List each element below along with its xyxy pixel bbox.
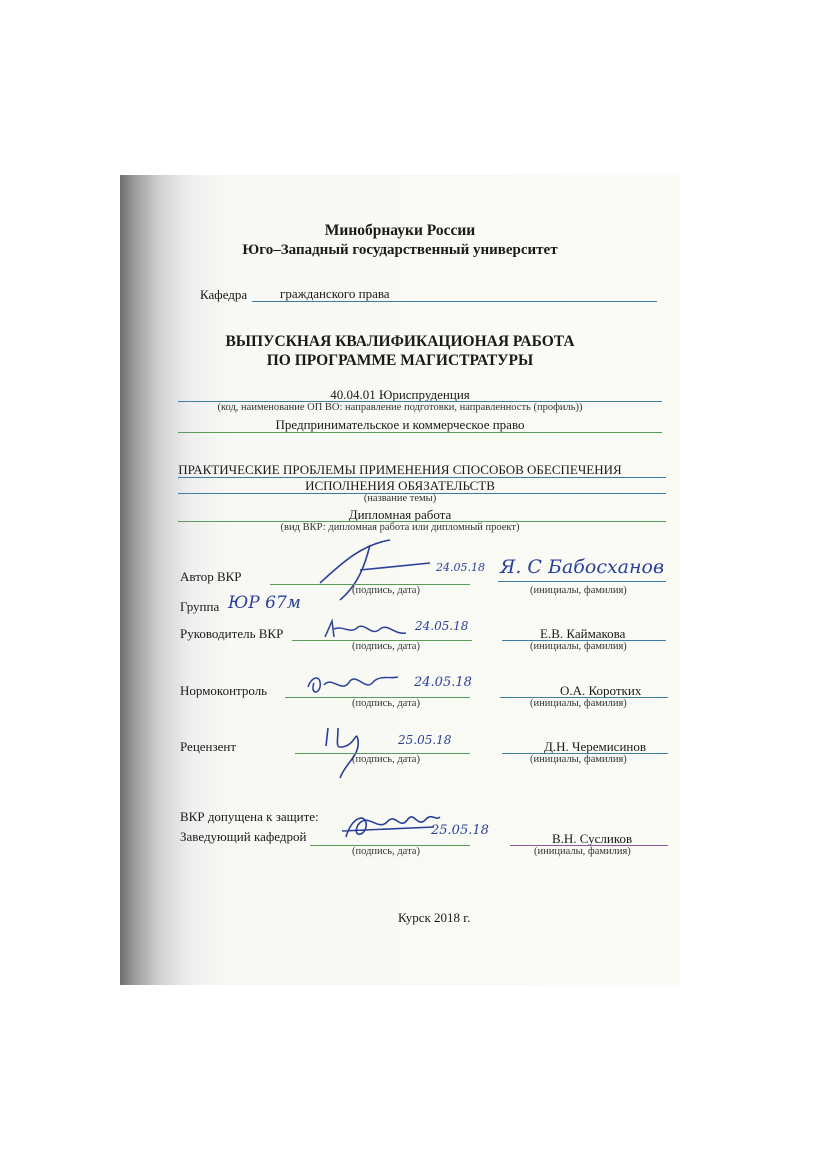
department-underline — [252, 301, 657, 302]
reviewer-name-caption: (инициалы, фамилия) — [530, 754, 627, 765]
head-sign-caption: (подпись, дата) — [352, 846, 420, 857]
department-label: Кафедра — [200, 287, 248, 302]
topic-line1: ПРАКТИЧЕСКИЕ ПРОБЛЕМЫ ПРИМЕНЕНИЯ СПОСОБОВ ОБЕСПЕЧЕНИЯ — [178, 462, 622, 477]
supervisor-name-caption: (инициалы, фамилия) — [530, 641, 627, 652]
normcontrol-name-caption: (инициалы, фамилия) — [530, 698, 627, 709]
author-sign-date: 24.05.18 — [436, 561, 485, 574]
topic-line2: ИСПОЛНЕНИЯ ОБЯЗАТЕЛЬСТВ — [305, 478, 495, 493]
head-label: Заведующий кафедрой — [180, 829, 307, 844]
reviewer-sign-caption: (подпись, дата) — [352, 754, 420, 765]
program-code: 40.04.01 Юриспруденция — [330, 387, 470, 402]
supervisor-sign-caption: (подпись, дата) — [352, 641, 420, 652]
university-name: Юго–Западный государственный университет — [242, 242, 558, 258]
normcontrol-signature — [302, 669, 402, 699]
author-name: Я. С Бабосханов — [500, 556, 665, 578]
department-value: гражданского права — [280, 286, 390, 301]
group-label: Группа — [180, 599, 220, 614]
normcontrol-sign-caption: (подпись, дата) — [352, 698, 420, 709]
reviewer-label: Рецензент — [180, 739, 237, 754]
topic-caption: (название темы) — [363, 493, 437, 504]
work-kind: Дипломная работа — [348, 507, 452, 522]
supervisor-sign-date: 24.05.18 — [415, 619, 469, 633]
head-name-caption: (инициалы, фамилия) — [534, 846, 631, 857]
program-code-caption: (код, наименование ОП ВО: направление подготовки, направленность (профиль)) — [217, 402, 583, 413]
work-type-line1: ВЫПУСКНАЯ КВАЛИФИКАЦИОНАЯ РАБОТА — [225, 333, 575, 350]
admitted-text: ВКР допущена к защите: — [180, 809, 319, 824]
scanned-title-page — [120, 175, 680, 985]
supervisor-label: Руководитель ВКР — [180, 626, 284, 641]
work-type-line2: ПО ПРОГРАММЕ МАГИСТРАТУРЫ — [266, 352, 534, 369]
work-kind-caption: (вид ВКР: дипломная работа или дипломный проект) — [280, 522, 520, 533]
reviewer-signature — [316, 720, 376, 782]
author-name-underline — [498, 581, 666, 582]
head-name: В.Н. Сусликов — [552, 831, 633, 846]
city-year: Курск 2018 г. — [398, 910, 471, 925]
head-sign-date: 25.05.18 — [431, 823, 489, 838]
author-sign-caption: (подпись, дата) — [352, 585, 420, 596]
author-name-caption: (инициалы, фамилия) — [530, 585, 627, 596]
reviewer-name: Д.Н. Черемисинов — [544, 739, 647, 754]
normcontrol-name: О.А. Коротких — [560, 683, 642, 698]
ministry-name: Минобрнауки России — [324, 222, 476, 239]
group-value: ЮР 67м — [228, 593, 301, 613]
author-label: Автор ВКР — [180, 569, 242, 584]
normcontrol-sign-date: 24.05.18 — [414, 675, 472, 690]
normcontrol-label: Нормоконтроль — [180, 683, 268, 698]
program-profile-underline — [178, 432, 662, 433]
head-signature — [338, 807, 442, 847]
supervisor-name: Е.В. Каймакова — [540, 626, 626, 641]
reviewer-sign-date: 25.05.18 — [398, 733, 452, 747]
program-profile: Предпринимательское и коммерческое право — [275, 417, 525, 432]
